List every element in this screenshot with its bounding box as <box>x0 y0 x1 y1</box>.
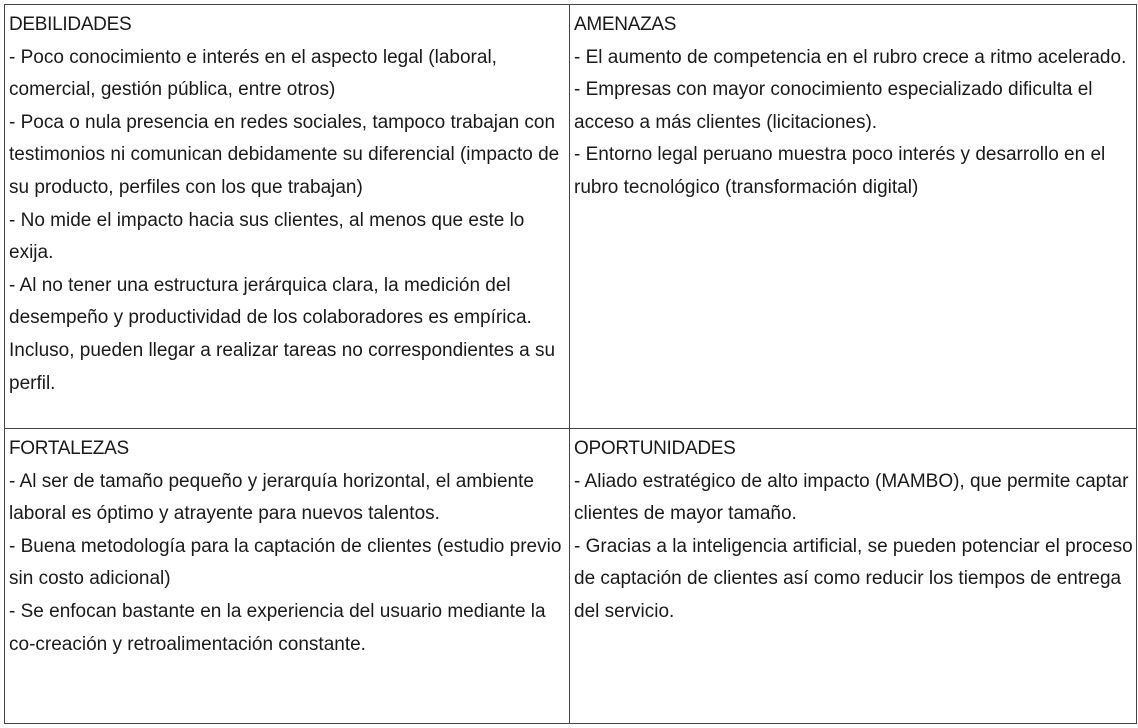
amenazas-item: - Empresas con mayor conocimiento especializado dificulta el acceso a más clientes (licitaciones). <box>574 79 1093 133</box>
oportunidades-item: - Aliado estratégico de alto impacto (MAMBO), que permite captar clientes de mayor tamaño. <box>574 470 1129 525</box>
amenazas-item: - Entorno legal peruano muestra poco interés y desarrollo en el rubro tecnológico (transformación digital) <box>574 144 1106 198</box>
oportunidades-heading: OPORTUNIDADES <box>574 438 736 459</box>
debilidades-item: - No mide el impacto hacia sus clientes, al menos que este lo exija. <box>9 209 525 264</box>
amenazas-item: - El aumento de competencia en el rubro crece a ritmo acelerado. <box>574 46 1127 68</box>
fortalezas-item: - Buena metodología para la captación de clientes (estudio previo sin costo adicional) <box>9 535 562 590</box>
debilidades-heading: DEBILIDADES <box>9 14 132 35</box>
swot-table <box>4 4 1137 724</box>
fortalezas-cell <box>5 429 570 723</box>
oportunidades-cell <box>570 429 1136 723</box>
debilidades-item: - Poca o nula presencia en redes sociales, tampoco trabajan con testimonios ni comunican debidamente su diferencial (impacto de su producto, perfiles con los que trabajan) <box>9 111 560 198</box>
debilidades-item: - Poco conocimiento e interés en el aspecto legal (laboral, comercial, gestión pública, entre otros) <box>9 46 497 101</box>
debilidades-item: - Al no tener una estructura jerárquica clara, la medición del desempeño y productividad de los colaboradores es empírica. Incluso, pueden llegar a realizar tareas no correspondientes a su perfil. <box>9 274 556 394</box>
amenazas-cell <box>570 5 1136 429</box>
oportunidades-item: - Gracias a la inteligencia artificial, se pueden potenciar el proceso de captación de clientes así como reducir los tiempos de entrega del servicio. <box>574 535 1133 622</box>
fortalezas-heading: FORTALEZAS <box>9 438 129 459</box>
amenazas-heading: AMENAZAS <box>574 14 677 35</box>
fortalezas-item: - Se enfocan bastante en la experiencia del usuario mediante la co-creación y retroalimentación constante. <box>9 600 546 655</box>
debilidades-cell <box>5 5 570 429</box>
fortalezas-item: - Al ser de tamaño pequeño y jerarquía horizontal, el ambiente laboral es óptimo y atrayente para nuevos talentos. <box>9 470 534 525</box>
